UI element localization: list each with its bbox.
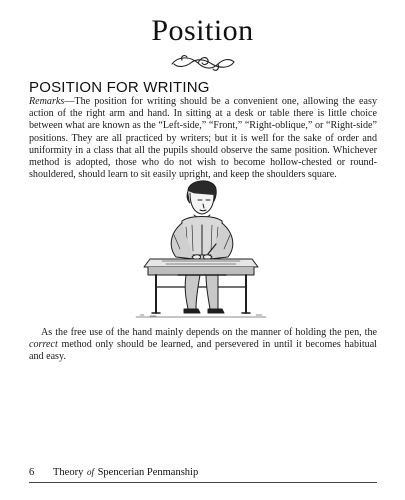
footer-title-part2: Spencerian Penmanship	[97, 467, 199, 478]
para2-emphasis: correct	[29, 339, 58, 351]
pen-holding-paragraph	[29, 327, 377, 364]
seated-writer-illustration-icon	[126, 175, 276, 320]
remarks-paragraph	[29, 96, 377, 181]
footer-title-part1: Theory	[53, 467, 84, 478]
footer-divider	[29, 482, 377, 483]
ornamental-flourish-icon	[168, 52, 238, 74]
para2-text-after: method only should be learned, and persevered in until it becomes habitual and easy.	[29, 339, 377, 363]
page-title: Position	[151, 14, 254, 47]
section-heading: POSITION FOR WRITING	[29, 79, 210, 96]
remarks-label: Remarks	[29, 96, 65, 107]
para2-text-before: As the free use of the hand mainly depends on the manner of holding the pen, the	[41, 327, 377, 338]
remarks-text: —The position for writing should be a convenient one, allowing the easy action of the right arm and hand. In sitting at a desk or table there is little choice between what are known as the “Left-side,” “Front,” “Right-oblique,” or “Right-side” positions. They are all practiced by writers; but it is well for the sake of order and uniformity in a class that all the pupils should observe the same position. Whichever method is adopted, those who do not wish to become hollow-chested or round-shouldered, should learn to sit easily upright, and keep the shoulders square.	[29, 96, 377, 181]
footer-title-of: of	[86, 467, 94, 477]
page-footer	[29, 467, 198, 478]
page-number: 6	[29, 467, 35, 478]
